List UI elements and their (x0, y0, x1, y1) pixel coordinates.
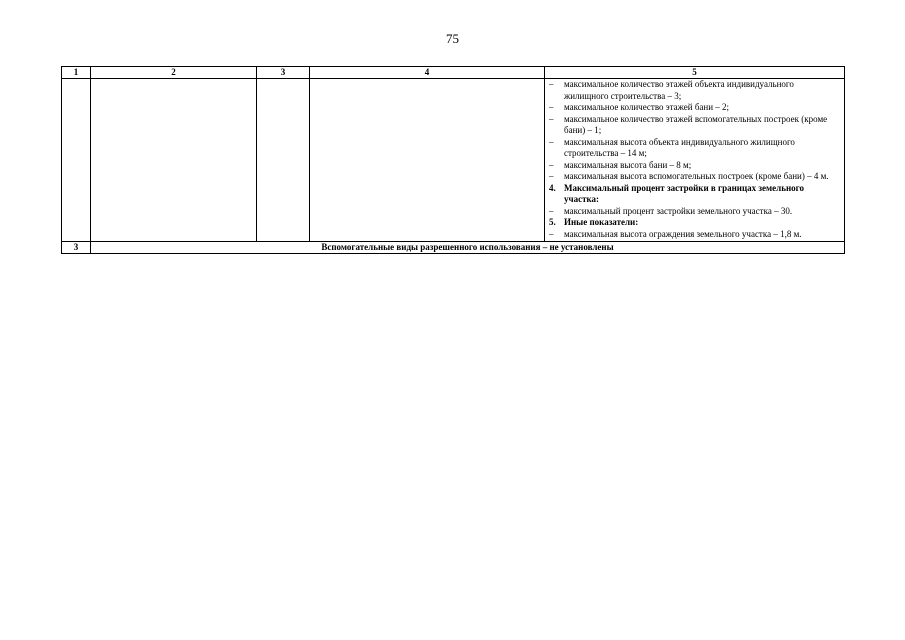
list-item (549, 206, 840, 218)
list-item (549, 137, 840, 160)
table-cell-4 (310, 79, 545, 242)
list-item-text: максимальная высота вспомогательных построек (кроме бани) – 4 м. (564, 171, 829, 181)
table-row (62, 79, 845, 242)
list-marker: – (549, 79, 554, 89)
table-row-auxiliary-uses (62, 242, 845, 254)
column-header-5: 5 (545, 67, 845, 79)
column-header-1: 1 (62, 67, 91, 79)
list-item-text: максимальная высота ограждения земельного участка – 1,8 м. (564, 228, 802, 239)
list-item (549, 160, 840, 172)
list-item (549, 79, 840, 102)
section-heading-text: Иные показатели: (564, 217, 639, 227)
table-cell-2 (91, 79, 257, 242)
auxiliary-uses-text: Вспомогательные виды разрешенного использования – не установлены (91, 242, 845, 254)
section-heading (549, 183, 840, 206)
column-header-2: 2 (91, 67, 257, 79)
list-item (549, 114, 840, 137)
list-marker: – (549, 113, 554, 124)
list-item-text: максимальная высота объекта индивидуального жилищного строительства – 14 м; (564, 136, 795, 158)
column-header-3: 3 (257, 67, 310, 79)
row-number: 3 (62, 242, 91, 254)
page-number: 75 (446, 31, 459, 46)
section-heading (549, 217, 840, 229)
list-marker: – (549, 102, 554, 112)
section-heading-text: Максимальный процент застройки в границах земельного участка: (564, 182, 805, 204)
list-item (549, 102, 840, 114)
regulations-table (61, 66, 845, 254)
list-item-text: максимальный процент застройки земельного участка – 30. (564, 205, 793, 216)
column-header-4: 4 (310, 67, 545, 79)
list-marker: – (549, 159, 554, 170)
section-number: 4. (549, 182, 556, 193)
table-cell-3 (257, 79, 310, 242)
list-item-text: максимальное количество этажей бани – 2; (564, 102, 730, 112)
list-marker: – (549, 136, 554, 147)
table-cell-5 (545, 79, 845, 242)
list-item-text: максимальная высота бани – 8 м; (564, 159, 692, 170)
list-marker: – (549, 205, 554, 216)
table-cell-1 (62, 79, 91, 242)
list-item-text: максимальное количество этажей вспомогательных построек (кроме бани) – 1; (564, 113, 828, 135)
list-item-text: максимальное количество этажей объекта индивидуального жилищного строительства – 3; (564, 79, 794, 101)
list-marker: – (549, 228, 554, 239)
table-header-row (62, 67, 845, 79)
list-marker: – (549, 171, 554, 181)
section-number: 5. (549, 217, 556, 227)
list-item (549, 171, 840, 183)
list-item (549, 229, 840, 241)
